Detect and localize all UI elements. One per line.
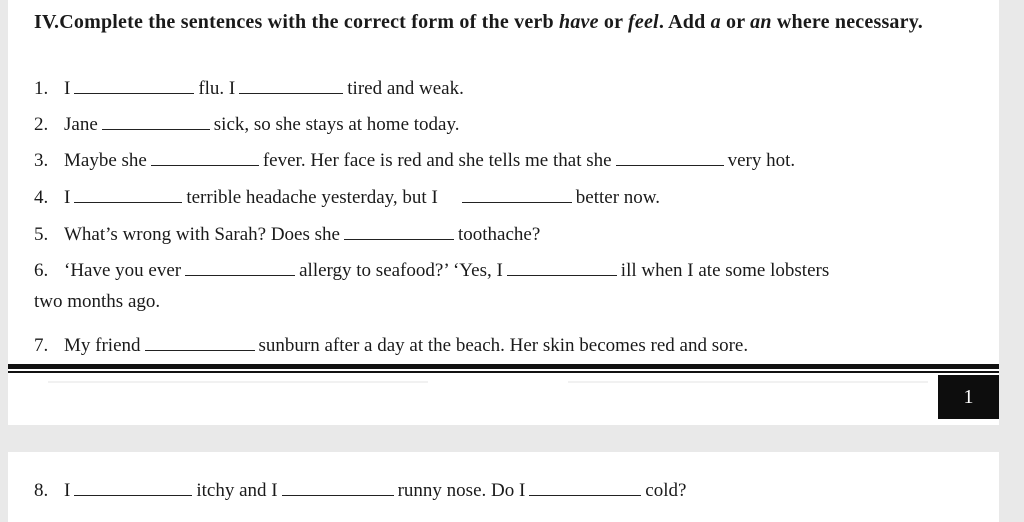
sentence-text: sick, so she stays at home today.: [213, 114, 460, 135]
exercise-heading: [34, 8, 964, 36]
sentence-number: 3.: [34, 150, 49, 171]
answer-blank[interactable]: [616, 150, 724, 166]
answer-blank[interactable]: [74, 78, 194, 94]
sentence-6-continuation: two months ago.: [34, 291, 161, 312]
sentence-2: [34, 114, 460, 136]
sentence-6: [34, 260, 829, 282]
sentence-number: 4.: [34, 187, 49, 208]
sentence-text: better now.: [575, 187, 661, 208]
footer-rule-thick: [8, 364, 999, 369]
heading-text-2: . Add: [658, 11, 711, 33]
sentence-number: 2.: [34, 114, 49, 135]
answer-blank[interactable]: [529, 480, 641, 496]
sentence-text: cold?: [645, 480, 687, 501]
answer-blank[interactable]: [239, 78, 343, 94]
heading-verb-feel: feel: [628, 11, 659, 33]
sentence-text: terrible headache yesterday, but I: [186, 187, 438, 208]
sentence-number: 7.: [34, 335, 49, 356]
answer-blank[interactable]: [74, 187, 182, 203]
heading-text-1: IV.Complete the sentences with the correct form of the verb: [34, 11, 560, 33]
answer-blank[interactable]: [344, 224, 454, 240]
sentence-text: ill when I ate some lobsters: [620, 260, 830, 281]
answer-blank[interactable]: [462, 187, 572, 203]
answer-blank[interactable]: [507, 260, 617, 276]
footer-rule-thin: [8, 371, 999, 373]
sentence-number: 5.: [34, 224, 49, 245]
sentence-text: flu. I: [198, 78, 236, 99]
sentence-text: I: [64, 187, 71, 208]
sentence-text: I: [64, 78, 71, 99]
sentence-text: tired and weak.: [347, 78, 464, 99]
worksheet-page-2: [8, 452, 999, 522]
sentence-number: 6.: [34, 260, 49, 281]
answer-blank[interactable]: [74, 480, 192, 496]
heading-or-1: or: [598, 11, 629, 33]
sentence-text: Jane: [64, 114, 98, 135]
heading-or-2: or: [720, 11, 751, 33]
sentence-text: toothache?: [457, 224, 541, 245]
sentence-number: 1.: [34, 78, 49, 99]
sentence-1: [34, 78, 464, 100]
worksheet-page: [8, 0, 999, 425]
heading-text-3: where necessary.: [771, 11, 924, 33]
sentence-4: [34, 187, 660, 209]
sentence-text: ‘Have you ever: [64, 260, 182, 281]
sentence-text: Maybe she: [64, 150, 147, 171]
sentence-text: fever. Her face is red and she tells me that she: [262, 150, 612, 171]
answer-blank[interactable]: [145, 335, 255, 351]
sentence-text: sunburn after a day at the beach. Her skin becomes red and sore.: [258, 335, 749, 356]
sentence-text: very hot.: [727, 150, 796, 171]
faint-footer-text: [568, 381, 928, 383]
sentence-text: runny nose. Do I: [397, 480, 526, 501]
sentence-text: itchy and I: [196, 480, 278, 501]
page-number-box: 1: [938, 375, 999, 419]
faint-footer-text: [48, 381, 428, 383]
heading-article-a: a: [710, 11, 721, 33]
sentence-text: I: [64, 480, 71, 501]
sentence-text: My friend: [64, 335, 141, 356]
answer-blank[interactable]: [282, 480, 394, 496]
sentence-text: allergy to seafood?’ ‘Yes, I: [299, 260, 503, 281]
answer-blank[interactable]: [102, 114, 210, 130]
answer-blank[interactable]: [185, 260, 295, 276]
sentence-5: [34, 224, 540, 246]
sentence-number: 8.: [34, 480, 49, 501]
sentence-7: [34, 335, 748, 357]
heading-article-an: an: [750, 11, 772, 33]
sentence-text: What’s wrong with Sarah? Does she: [64, 224, 340, 245]
heading-verb-have: have: [559, 11, 599, 33]
answer-blank[interactable]: [151, 150, 259, 166]
sentence-8: [34, 480, 686, 502]
sentence-3: [34, 150, 795, 172]
